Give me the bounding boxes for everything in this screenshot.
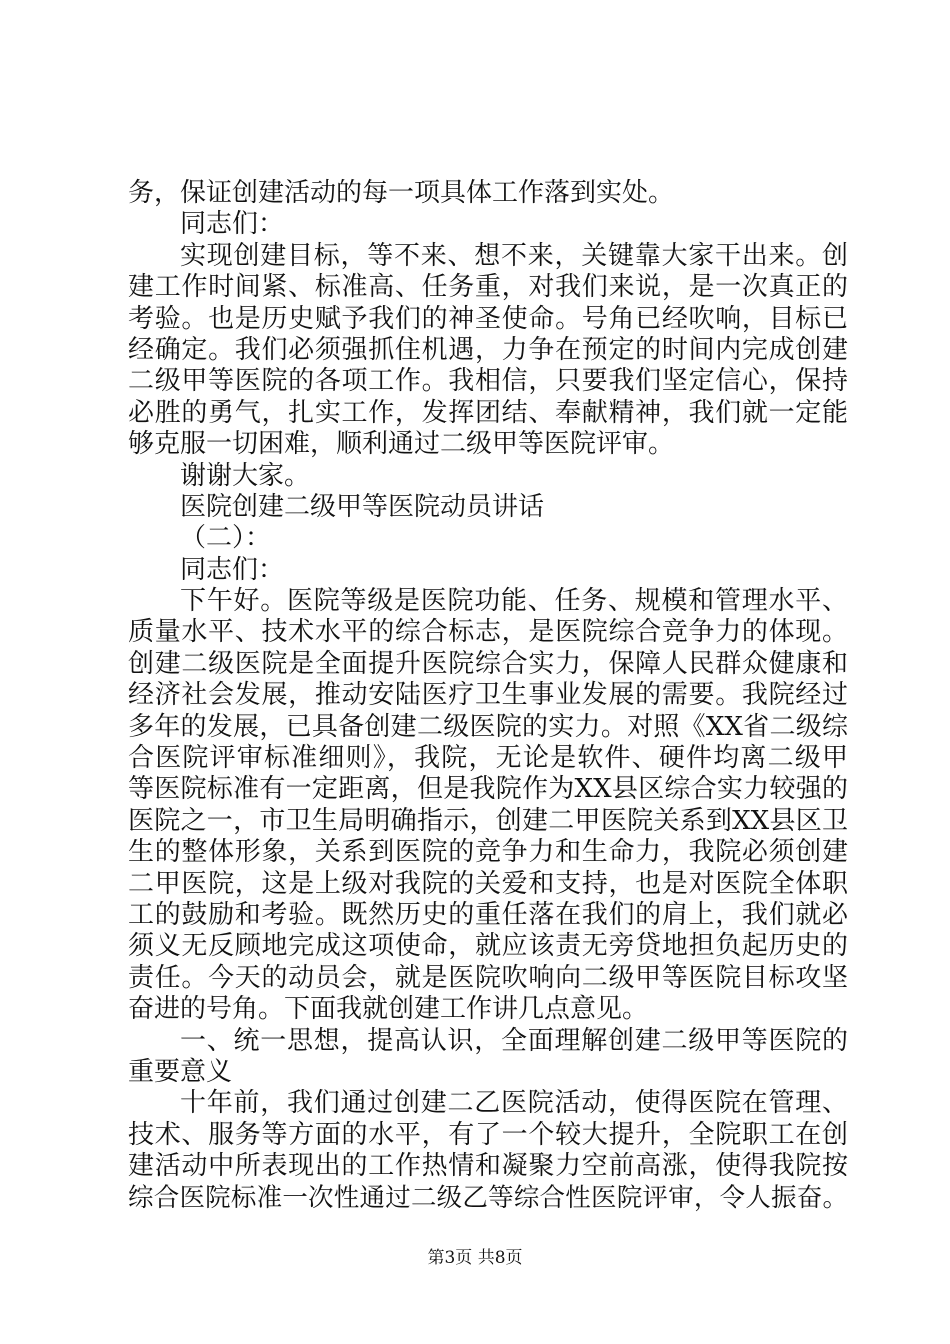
document-body xyxy=(128,178,848,1214)
text-line: 一、统一思想，提高认识，全面理解创建二级甲等医院的 xyxy=(180,1025,848,1056)
text-line: 二甲医院，这是上级对我院的关爱和支持，也是对医院全体职 xyxy=(128,868,848,899)
text-line: 奋进的号角。下面我就创建工作讲几点意见。 xyxy=(128,994,649,1025)
text-line: 综合医院标准一次性通过二级乙等综合性医院评审，令人振奋。 xyxy=(128,1182,848,1213)
text-line: 经确定。我们必须强抓住机遇，力争在预定的时间内完成创建 xyxy=(128,334,848,365)
text-line: 须义无反顾地完成这项使命，就应该责无旁贷地担负起历史的 xyxy=(128,931,848,962)
text-line: 质量水平、技术水平的综合标志，是医院综合竞争力的体现。 xyxy=(128,617,848,648)
text-line: 考验。也是历史赋予我们的神圣使命。号角已经吹响，目标已 xyxy=(128,303,848,334)
text-line: 同志们： xyxy=(180,554,285,585)
text-line: 建工作时间紧、标准高、任务重，对我们来说，是一次真正的 xyxy=(128,272,848,303)
text-line: 医院之一，市卫生局明确指示，创建二甲医院关系到XX县区卫 xyxy=(128,805,848,836)
text-line: 责任。今天的动员会，就是医院吹响向二级甲等医院目标攻坚 xyxy=(128,962,848,993)
text-line: 十年前，我们通过创建二乙医院活动，使得医院在管理、 xyxy=(180,1088,848,1119)
text-line: 技术、服务等方面的水平，有了一个较大提升，全院职工在创 xyxy=(128,1119,848,1150)
text-line: 二级甲等医院的各项工作。我相信，只要我们坚定信心，保持 xyxy=(128,366,848,397)
text-line: 谢谢大家。 xyxy=(180,460,311,491)
text-line: 经济社会发展，推动安陆医疗卫生事业发展的需要。我院经过 xyxy=(128,680,848,711)
text-line: 工的鼓励和考验。既然历史的重任落在我们的肩上，我们就必 xyxy=(128,899,848,930)
text-line: 重要意义 xyxy=(128,1056,233,1087)
text-line: 多年的发展，已具备创建二级医院的实力。对照《XX省二级综 xyxy=(128,711,848,742)
text-line: 务，保证创建活动的每一项具体工作落到实处。 xyxy=(128,178,675,208)
text-line: 实现创建目标，等不来、想不来，关键靠大家干出来。创 xyxy=(180,240,848,271)
text-line: 必胜的勇气，扎实工作，发挥团结、奉献精神，我们就一定能 xyxy=(128,397,848,428)
page-number-footer: 第3页 共8页 xyxy=(427,1248,523,1268)
text-line: 生的整体形象，关系到医院的竞争力和生命力，我院必须创建 xyxy=(128,837,848,868)
text-line: 医院创建二级甲等医院动员讲话 xyxy=(180,491,545,522)
text-line: 下午好。医院等级是医院功能、任务、规模和管理水平、 xyxy=(180,586,848,617)
text-line: 够克服一切困难，顺利通过二级甲等医院评审。 xyxy=(128,429,675,460)
text-line: 创建二级医院是全面提升医院综合实力，保障人民群众健康和 xyxy=(128,648,848,679)
text-line: 建活动中所表现出的工作热情和凝聚力空前高涨，使得我院按 xyxy=(128,1151,848,1182)
text-line: 同志们： xyxy=(180,209,285,240)
text-line: 合医院评审标准细则》，我院，无论是软件、硬件均离二级甲 xyxy=(128,743,848,774)
text-line: （二）： xyxy=(180,523,272,554)
text-line: 等医院标准有一定距离，但是我院作为XX县区综合实力较强的 xyxy=(128,774,848,805)
